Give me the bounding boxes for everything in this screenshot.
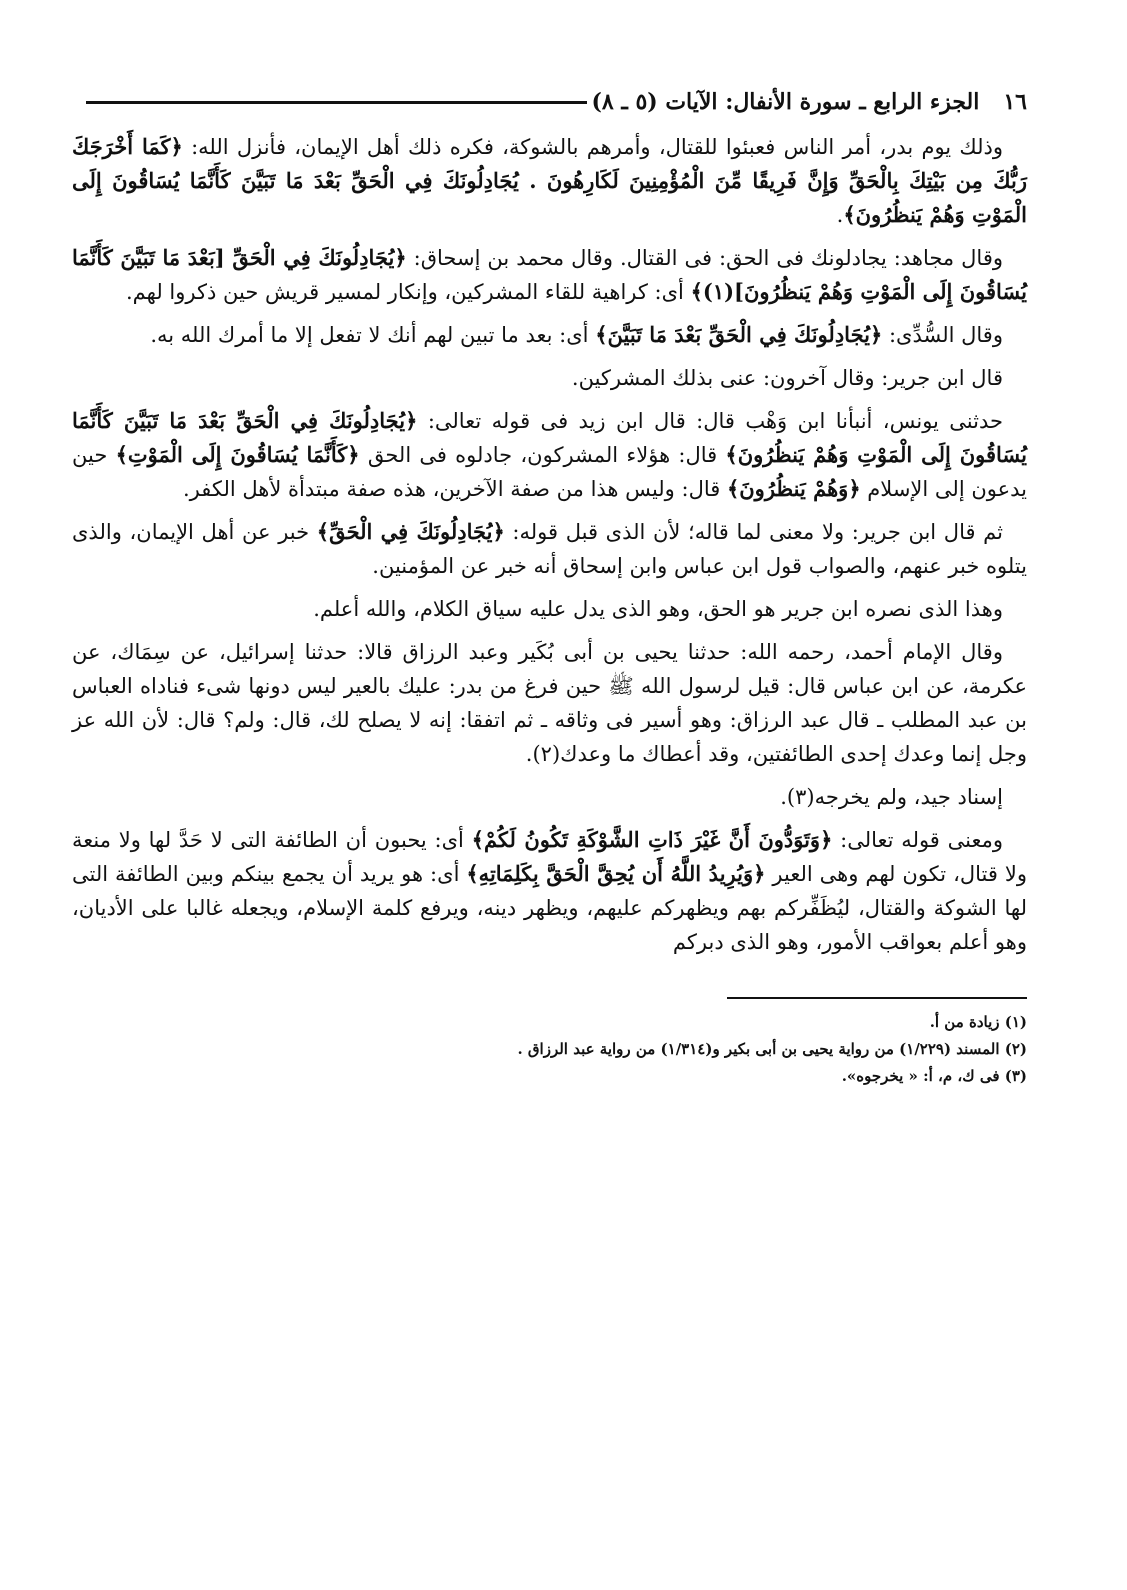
text-run: قال: هؤلاء المشركون، جادلوه فى الحق — [359, 443, 726, 467]
text-run: ومعنى قوله تعالى: — [832, 828, 1003, 852]
text-run: إسناد جيد، ولم يخرجه(٣). — [780, 785, 1003, 809]
paragraph — [72, 592, 1027, 626]
quran-quote: ﴿كَأَنَّمَا يُسَاقُونَ إِلَى الْمَوْتِ﴾ — [115, 442, 360, 467]
text-run: وقال السُّدِّى: — [882, 323, 1003, 347]
paragraph — [72, 361, 1027, 395]
quran-quote: ﴿وَيُرِيدُ اللَّهُ أَن يُحِقَّ الْحَقَّ بِكَلِمَاتِهِ﴾ — [466, 861, 766, 886]
page-number: ١٦ — [1003, 89, 1027, 115]
quran-quote: ﴿وَتَوَدُّونَ أَنَّ غَيْرَ ذَاتِ الشَّوْكَةِ تَكُونُ لَكُمْ﴾ — [471, 827, 833, 852]
text-run: . — [836, 203, 844, 227]
running-header — [72, 82, 1027, 122]
text-run: وقال الإمام أحمد، رحمه الله: حدثنا يحيى بن أبى بُكَير وعبد الرزاق قالا: حدثنا إسرائيل، عن سِمَاك، عن عكرمة، عن ابن عباس قال: قيل لرسول الله ﷺ حين فرغ من بدر: عليك بالعير ليس دونها شىء فناداه العباس بن عبد المطلب ـ قال عبد الرزاق: وهو أسير فى وثاقه ـ ثم اتفقا: إنه لا يصلح لك، قال: ولم؟ قال: لأن الله عز وجل إنما وعدك إحدى الطائفتين، وقد أعطاك ما وعدك(٢). — [72, 640, 1027, 766]
text-run: ثم قال ابن جرير: ولا معنى لما قاله؛ لأن الذى قبل قوله: — [504, 520, 1003, 544]
paragraph — [72, 780, 1027, 814]
text-run: حين يدعون إلى الإسلام — [72, 443, 1027, 501]
text-run: قال: وليس هذا من صفة الآخرين، هذه صفة مبتدأة لأهل الكفر. — [182, 477, 727, 501]
footnote-separator — [727, 997, 1027, 999]
footnote: (٢) المسند (١/٢٢٩) من رواية يحيى بن أبى بكير و(١/٣١٤) من رواية عبد الرزاق . — [517, 1040, 1027, 1058]
text-run: قال ابن جرير: وقال آخرون: عنى بذلك المشركين. — [571, 366, 1003, 390]
text-run: وهذا الذى نصره ابن جرير هو الحق، وهو الذى يدل عليه سياق الكلام، والله أعلم. — [313, 597, 1003, 621]
text-run: حدثنى يونس، أنبأنا ابن وَهْب قال: قال ابن زيد فى قوله تعالى: — [417, 409, 1003, 433]
paragraph — [72, 404, 1027, 506]
paragraph — [72, 130, 1027, 232]
header-title: الجزء الرابع ـ سورة الأنفال: الآيات (٥ ـ ٨) — [591, 89, 980, 115]
paragraph — [72, 823, 1027, 959]
text-run: أى: يحبون أن الطائفة التى لا حَدَّ لها ولا منعة ولا قتال، تكون لهم وهى العير — [72, 828, 1027, 886]
footnote: (١) زيادة من أ. — [929, 1013, 1027, 1031]
text-run: أى: كراهية للقاء المشركين، وإنكار لمسير قريش حين ذكروا لهم. — [126, 280, 691, 304]
footnote: (٣) فى ك، م، أ: « يخرجوه». — [841, 1067, 1027, 1085]
paragraph — [72, 515, 1027, 583]
quran-quote: ﴿يُجَادِلُونَكَ فِي الْحَقِّ بَعْدَ مَا تَبَيَّنَ كَأَنَّمَا يُسَاقُونَ إِلَى الْمَوْتِ وَهُمْ يَنظُرُونَ﴾ — [72, 408, 1028, 467]
header-rule — [86, 101, 587, 104]
quran-quote: ﴿يُجَادِلُونَكَ فِي الْحَقِّ بَعْدَ مَا تَبَيَّنَ﴾ — [595, 322, 883, 347]
quran-quote: ﴿كَمَا أَخْرَجَكَ رَبُّكَ مِن بَيْتِكَ بِالْحَقِّ وَإِنَّ فَرِيقًا مِّنَ الْمُؤْمِنِينَ لَكَارِهُونَ . يُجَادِلُونَكَ فِي الْحَقِّ بَعْدَ مَا تَبَيَّنَ كَأَنَّمَا يُسَاقُونَ إِلَى الْمَوْتِ وَهُمْ يَنظُرُونَ﴾ — [72, 134, 1027, 227]
text-run: أى: بعد ما تبين لهم أنك لا تفعل إلا ما أمرك الله به. — [150, 323, 596, 347]
quran-quote: ﴿وَهُمْ يَنظُرُونَ﴾ — [726, 476, 861, 501]
text-run: خبر عن أهل الإيمان، والذى يتلوه خبر عنهم، والصواب قول ابن عباس وابن إسحاق أنه خبر عن المؤمنين. — [72, 520, 1027, 578]
paragraph — [72, 241, 1027, 309]
text-run: وقال مجاهد: يجادلونك فى الحق: فى القتال. وقال محمد بن إسحاق: — [406, 246, 1004, 270]
paragraph — [72, 635, 1027, 771]
main-text — [72, 130, 1027, 959]
paragraph — [72, 318, 1027, 352]
book-page — [72, 82, 1027, 1090]
text-run: وذلك يوم بدر، أمر الناس فعبئوا للقتال، وأمرهم بالشوكة، فكره ذلك أهل الإيمان، فأنزل الله: — [182, 135, 1003, 159]
footnotes — [72, 1009, 1027, 1090]
quran-quote: ﴿يُجَادِلُونَكَ فِي الْحَقِّ [بَعْدَ مَا تَبَيَّنَ كَأَنَّمَا يُسَاقُونَ إِلَى الْمَوْتِ وَهُمْ يَنظُرُونَ](١)﴾ — [72, 245, 1027, 304]
quran-quote: ﴿يُجَادِلُونَكَ فِي الْحَقِّ﴾ — [316, 519, 505, 544]
text-run: أى: هو يريد أن يجمع بينكم وبين الطائفة التى لها الشوكة والقتال، ليُظَفِّركم بهم ويظهركم عليهم، ويظهر دينه، ويرفع كلمة الإسلام، ويجعله غالبا على الأديان، وهو أعلم بعواقب الأمور، وهو الذى دبركم — [72, 862, 1027, 954]
